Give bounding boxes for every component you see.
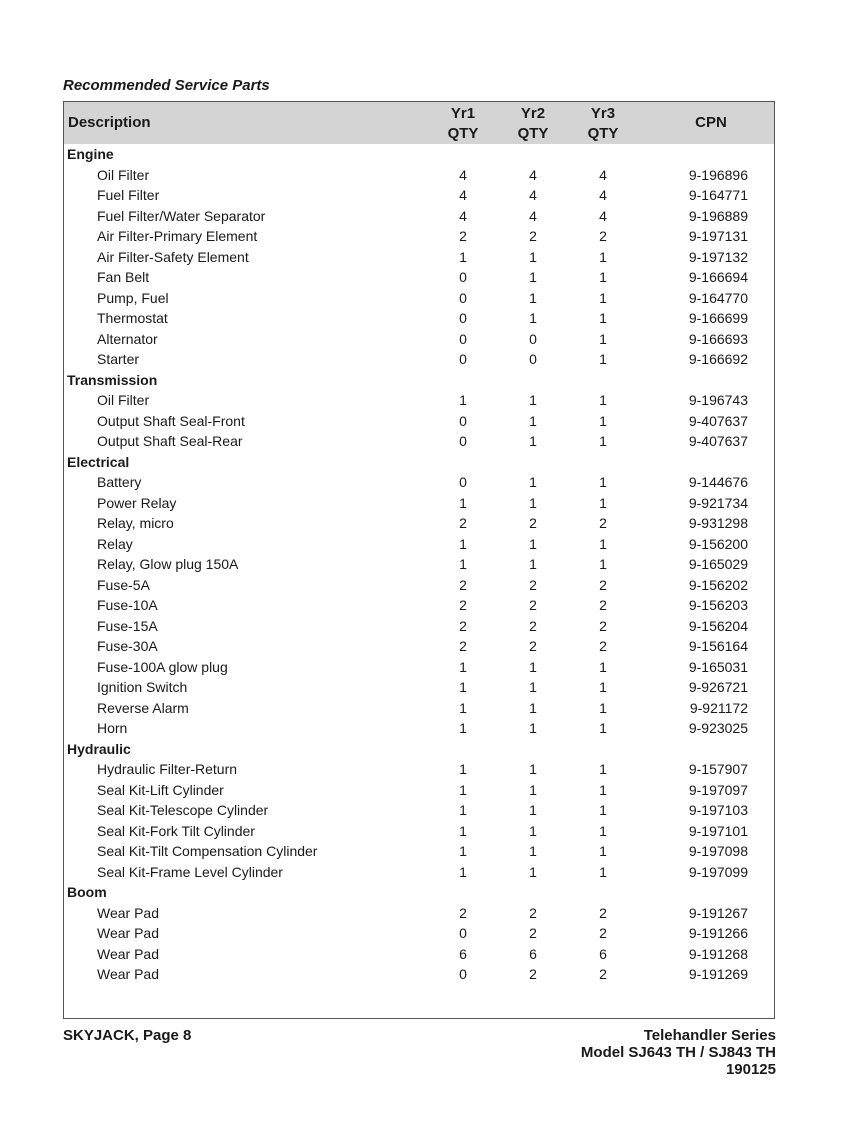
- yr1-qty: 1: [459, 802, 467, 818]
- table-row: [64, 841, 774, 862]
- part-cpn: 9-165031: [688, 658, 748, 675]
- part-description: Seal Kit-Lift Cylinder: [97, 781, 224, 798]
- yr1-qty: 0: [459, 289, 467, 306]
- category-label: Boom: [67, 884, 107, 900]
- yr1-qty: 0: [459, 330, 467, 347]
- yr1-qty: 1: [459, 494, 467, 511]
- category-label: Hydraulic: [67, 740, 131, 757]
- table-row: [64, 226, 774, 247]
- table-row: [64, 513, 774, 534]
- yr2-qty: 4: [529, 166, 537, 183]
- category-label: Engine: [67, 146, 114, 162]
- yr2-qty: 1: [529, 535, 537, 552]
- yr2-qty: 1: [529, 822, 537, 839]
- part-description: Fuel Filter/Water Separator: [97, 207, 266, 224]
- part-cpn: 9-191269: [688, 966, 748, 982]
- table-row: [64, 903, 774, 924]
- yr3-qty: 2: [599, 515, 607, 531]
- yr1-qty: 2: [459, 617, 467, 634]
- yr3-qty: 1: [599, 699, 607, 716]
- part-description: Wear Pad: [97, 966, 159, 982]
- yr3-qty: 1: [599, 330, 607, 347]
- table-row: [64, 431, 774, 452]
- yr1-qty: 1: [459, 392, 467, 408]
- part-description: Output Shaft Seal-Rear: [97, 433, 243, 449]
- part-cpn: 9-407637: [688, 433, 748, 449]
- yr3-qty: 2: [599, 904, 607, 921]
- part-cpn: 9-166692: [688, 351, 748, 367]
- part-cpn: 9-166694: [688, 269, 748, 285]
- yr3-qty: 2: [599, 576, 607, 593]
- part-cpn: 9-166699: [688, 310, 748, 326]
- part-cpn: 9-191266: [688, 925, 748, 941]
- part-cpn: 9-197132: [688, 248, 748, 265]
- yr1-qty: 4: [459, 207, 467, 224]
- yr3-qty: 2: [599, 597, 607, 613]
- yr2-qty: 1: [529, 433, 537, 449]
- yr2-qty: 1: [529, 310, 537, 326]
- part-description: Hydraulic Filter-Return: [97, 761, 238, 777]
- table-header: [64, 102, 774, 144]
- yr3-qty: 1: [599, 822, 607, 839]
- yr2-qty: 2: [529, 597, 537, 613]
- header-yr3-label: Yr3: [590, 105, 616, 122]
- yr3-qty: 2: [599, 966, 607, 982]
- yr2-qty: 1: [529, 781, 537, 798]
- yr3-qty: 6: [599, 945, 607, 962]
- table-row: [64, 534, 774, 555]
- footer-series: Telehandler Series: [643, 1027, 776, 1044]
- header-yr3-qty: QTY: [587, 125, 619, 142]
- category-row: [64, 452, 774, 473]
- yr2-qty: 4: [529, 187, 537, 203]
- yr1-qty: 0: [459, 925, 467, 941]
- part-description: Seal Kit-Telescope Cylinder: [97, 802, 269, 818]
- part-cpn: 9-156203: [688, 597, 748, 613]
- table-row: [64, 288, 774, 309]
- table-row: [64, 944, 774, 965]
- part-description: Relay, Glow plug 150A: [97, 556, 239, 572]
- part-description: Wear Pad: [97, 925, 159, 941]
- yr2-qty: 6: [529, 945, 537, 962]
- service-parts-table: [63, 101, 775, 1019]
- part-cpn: 9-921734: [688, 494, 748, 511]
- footer-model: Model SJ643 TH / SJ843 TH: [580, 1044, 776, 1061]
- part-cpn: 9-197097: [688, 781, 748, 798]
- header-yr2: [506, 104, 560, 144]
- table-row: [64, 759, 774, 780]
- part-cpn: 9-164771: [688, 187, 748, 203]
- part-cpn: 9-196743: [688, 392, 748, 408]
- table-row: [64, 923, 774, 944]
- table-row: [64, 616, 774, 637]
- header-yr2-qty: QTY: [517, 125, 549, 142]
- yr3-qty: 2: [599, 228, 607, 244]
- yr2-qty: 2: [529, 576, 537, 593]
- part-cpn: 9-166693: [688, 330, 748, 347]
- part-description: Oil Filter: [97, 166, 150, 183]
- yr3-qty: 4: [599, 166, 607, 183]
- table-body: [64, 144, 774, 985]
- table-row: [64, 677, 774, 698]
- yr3-qty: 4: [599, 187, 607, 203]
- table-row: [64, 575, 774, 596]
- part-cpn: 9-197101: [688, 822, 748, 839]
- part-description: Fuse-15A: [97, 617, 158, 634]
- category-row: [64, 370, 774, 391]
- yr3-qty: 1: [599, 720, 607, 736]
- yr2-qty: 1: [529, 494, 537, 511]
- yr2-qty: 1: [529, 248, 537, 265]
- part-cpn: 9-156202: [688, 576, 748, 593]
- footer-page-label: SKYJACK, Page 8: [63, 1027, 192, 1044]
- table-row: [64, 165, 774, 186]
- table-row: [64, 308, 774, 329]
- table-row: [64, 718, 774, 739]
- yr1-qty: 2: [459, 576, 467, 593]
- part-cpn: 9-197098: [688, 843, 748, 859]
- table-row: [64, 185, 774, 206]
- yr2-qty: 1: [529, 863, 537, 880]
- yr3-qty: 1: [599, 433, 607, 449]
- part-description: Battery: [97, 474, 142, 490]
- header-yr2-label: Yr2: [520, 105, 546, 122]
- yr1-qty: 2: [459, 597, 467, 613]
- yr1-qty: 1: [459, 761, 467, 777]
- yr1-qty: 4: [459, 187, 467, 203]
- part-description: Seal Kit-Fork Tilt Cylinder: [97, 822, 255, 839]
- yr2-qty: 2: [529, 228, 537, 244]
- part-cpn: 9-197131: [688, 228, 748, 244]
- table-row: [64, 472, 774, 493]
- yr1-qty: 2: [459, 904, 467, 921]
- yr2-qty: 1: [529, 269, 537, 285]
- yr2-qty: 1: [529, 474, 537, 490]
- table-row: [64, 657, 774, 678]
- table-row: [64, 636, 774, 657]
- part-description: Relay: [97, 535, 133, 552]
- yr2-qty: 1: [529, 699, 537, 716]
- table-row: [64, 329, 774, 350]
- header-yr1: [436, 104, 490, 144]
- yr3-qty: 1: [599, 494, 607, 511]
- yr3-qty: 1: [599, 248, 607, 265]
- yr2-qty: 2: [529, 617, 537, 634]
- part-cpn: 9-191267: [688, 904, 748, 921]
- table-row: [64, 554, 774, 575]
- yr1-qty: 1: [459, 556, 467, 572]
- part-cpn: 9-164770: [688, 289, 748, 306]
- table-row: [64, 821, 774, 842]
- header-cpn: CPN: [695, 114, 727, 131]
- part-description: Ignition Switch: [97, 679, 188, 695]
- yr3-qty: 1: [599, 535, 607, 552]
- category-row: [64, 882, 774, 903]
- table-row: [64, 267, 774, 288]
- yr3-qty: 1: [599, 289, 607, 306]
- yr1-qty: 1: [459, 781, 467, 798]
- part-cpn: 9-144676: [688, 474, 748, 490]
- yr2-qty: 1: [529, 843, 537, 859]
- yr2-qty: 1: [529, 412, 537, 429]
- table-row: [64, 780, 774, 801]
- yr1-qty: 0: [459, 966, 467, 982]
- yr2-qty: 2: [529, 904, 537, 921]
- table-row: [64, 964, 774, 985]
- table-row: [64, 493, 774, 514]
- yr3-qty: 1: [599, 679, 607, 695]
- yr1-qty: 1: [459, 679, 467, 695]
- part-description: Fuel Filter: [97, 187, 160, 203]
- yr3-qty: 2: [599, 925, 607, 941]
- part-description: Thermostat: [97, 310, 168, 326]
- part-description: Power Relay: [97, 494, 177, 511]
- yr2-qty: 1: [529, 556, 537, 572]
- yr3-qty: 1: [599, 843, 607, 859]
- yr1-qty: 1: [459, 248, 467, 265]
- yr1-qty: 0: [459, 474, 467, 490]
- table-row: [64, 800, 774, 821]
- yr2-qty: 0: [529, 351, 537, 367]
- part-cpn: 9-197099: [688, 863, 748, 880]
- table-row: [64, 698, 774, 719]
- yr1-qty: 4: [459, 166, 467, 183]
- part-cpn: 9-196889: [688, 207, 748, 224]
- yr2-qty: 1: [529, 679, 537, 695]
- category-label: Electrical: [67, 453, 130, 470]
- table-row: [64, 206, 774, 227]
- page-title: Recommended Service Parts: [63, 77, 270, 94]
- part-cpn: 9-156200: [688, 535, 748, 552]
- yr2-qty: 2: [529, 638, 537, 654]
- yr1-qty: 6: [459, 945, 467, 962]
- yr2-qty: 1: [529, 392, 537, 408]
- part-description: Pump, Fuel: [97, 289, 169, 306]
- yr2-qty: 2: [529, 925, 537, 941]
- table-row: [64, 349, 774, 370]
- yr3-qty: 1: [599, 863, 607, 880]
- category-row: [64, 739, 774, 760]
- part-cpn: 9-197103: [688, 802, 748, 818]
- yr3-qty: 1: [599, 781, 607, 798]
- yr3-qty: 1: [599, 802, 607, 818]
- part-description: Output Shaft Seal-Front: [97, 412, 245, 429]
- part-description: Oil Filter: [97, 392, 150, 408]
- yr1-qty: 2: [459, 515, 467, 531]
- part-description: Fuse-30A: [97, 638, 158, 654]
- table-row: [64, 595, 774, 616]
- part-cpn: 9-156204: [688, 617, 748, 634]
- part-cpn: 9-926721: [688, 679, 748, 695]
- yr1-qty: 1: [459, 699, 467, 716]
- yr3-qty: 1: [599, 269, 607, 285]
- part-cpn: 9-407637: [688, 412, 748, 429]
- header-yr1-qty: QTY: [447, 125, 479, 142]
- yr2-qty: 1: [529, 658, 537, 675]
- yr2-qty: 1: [529, 720, 537, 736]
- category-label: Transmission: [67, 371, 158, 388]
- footer-date-code: 190125: [725, 1061, 776, 1078]
- part-description: Air Filter-Safety Element: [97, 248, 249, 265]
- part-description: Seal Kit-Tilt Compensation Cylinder: [97, 843, 318, 859]
- part-description: Fuse-100A glow plug: [97, 658, 228, 675]
- yr3-qty: 4: [599, 207, 607, 224]
- yr2-qty: 0: [529, 330, 537, 347]
- yr1-qty: 2: [459, 228, 467, 244]
- yr1-qty: 1: [459, 822, 467, 839]
- yr2-qty: 1: [529, 289, 537, 306]
- table-row: [64, 411, 774, 432]
- yr2-qty: 1: [529, 802, 537, 818]
- yr3-qty: 1: [599, 658, 607, 675]
- yr3-qty: 1: [599, 474, 607, 490]
- yr3-qty: 2: [599, 638, 607, 654]
- header-yr1-label: Yr1: [450, 105, 476, 122]
- part-description: Relay, micro: [97, 515, 174, 531]
- part-description: Horn: [97, 720, 128, 736]
- yr2-qty: 4: [529, 207, 537, 224]
- yr1-qty: 2: [459, 638, 467, 654]
- yr1-qty: 0: [459, 269, 467, 285]
- part-description: Starter: [97, 351, 140, 367]
- yr1-qty: 1: [459, 720, 467, 736]
- category-row: [64, 144, 774, 165]
- yr3-qty: 2: [599, 617, 607, 634]
- part-description: Reverse Alarm: [97, 699, 189, 716]
- yr1-qty: 0: [459, 310, 467, 326]
- yr3-qty: 1: [599, 310, 607, 326]
- yr3-qty: 1: [599, 761, 607, 777]
- part-description: Fuse-5A: [97, 576, 150, 593]
- table-row: [64, 247, 774, 268]
- part-cpn: 9-923025: [688, 720, 748, 736]
- part-description: Seal Kit-Frame Level Cylinder: [97, 863, 283, 880]
- yr1-qty: 0: [459, 433, 467, 449]
- yr3-qty: 1: [599, 556, 607, 572]
- part-description: Alternator: [97, 330, 158, 347]
- part-description: Wear Pad: [97, 945, 159, 962]
- yr3-qty: 1: [599, 351, 607, 367]
- yr1-qty: 1: [459, 863, 467, 880]
- header-yr3: [576, 104, 630, 144]
- table-row: [64, 390, 774, 411]
- part-cpn: 9-931298: [688, 515, 748, 531]
- part-cpn: 9-191268: [688, 945, 748, 962]
- yr1-qty: 1: [459, 535, 467, 552]
- yr1-qty: 0: [459, 412, 467, 429]
- yr3-qty: 1: [599, 412, 607, 429]
- yr1-qty: 1: [459, 843, 467, 859]
- yr2-qty: 2: [529, 966, 537, 982]
- yr2-qty: 1: [529, 761, 537, 777]
- yr2-qty: 2: [529, 515, 537, 531]
- part-description: Wear Pad: [97, 904, 159, 921]
- part-cpn: 9-156164: [688, 638, 748, 654]
- part-cpn: 9-196896: [688, 166, 748, 183]
- part-description: Air Filter-Primary Element: [97, 228, 258, 244]
- yr1-qty: 1: [459, 658, 467, 675]
- header-description: Description: [68, 114, 151, 131]
- part-cpn: 9-157907: [688, 761, 748, 777]
- table-row: [64, 862, 774, 883]
- yr3-qty: 1: [599, 392, 607, 408]
- yr1-qty: 0: [459, 351, 467, 367]
- part-cpn: 9-165029: [688, 556, 748, 572]
- part-description: Fuse-10A: [97, 597, 158, 613]
- part-cpn: 9-921172: [689, 699, 748, 716]
- footer-model-info: [581, 1027, 776, 1078]
- part-description: Fan Belt: [97, 269, 150, 285]
